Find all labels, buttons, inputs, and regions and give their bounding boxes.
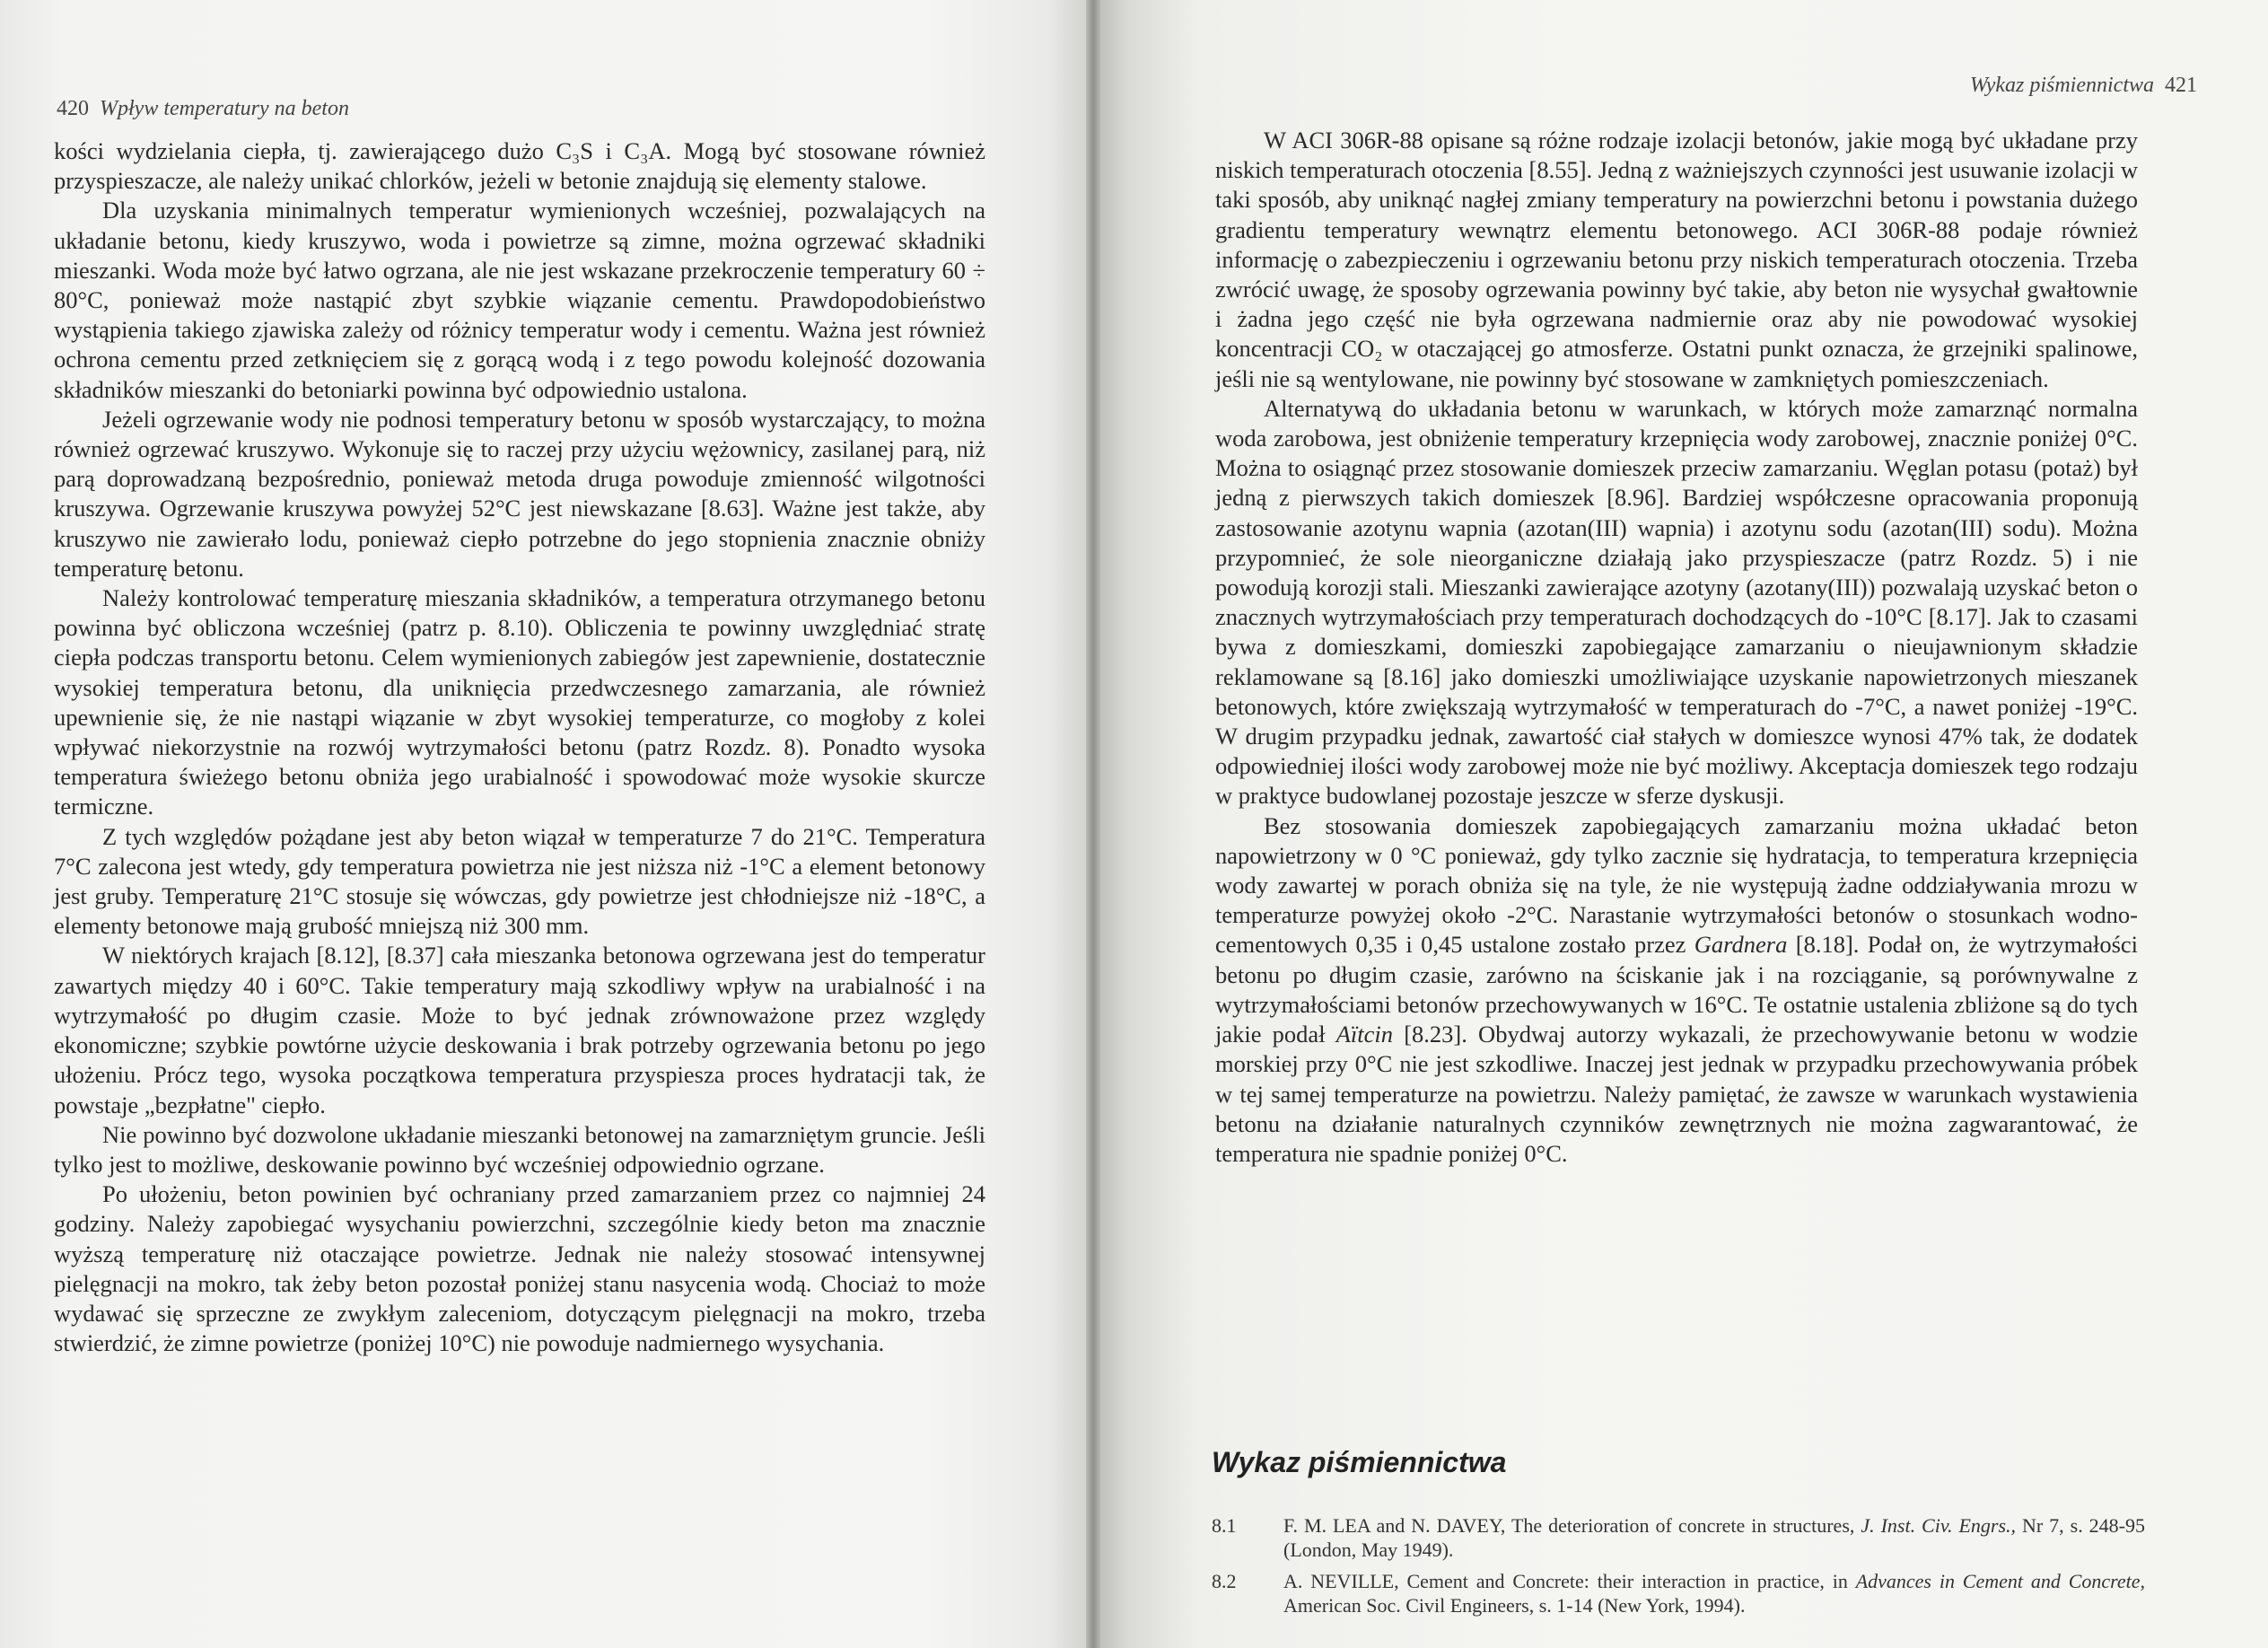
reference-details: American Soc. Civil Engineers, s. 1-14 (New York, 1994).: [1283, 1594, 1746, 1617]
right-running-title: Wykaz piśmiennictwa: [1969, 74, 2154, 97]
reference-text: [1283, 1569, 2145, 1617]
paragraph-start: Bez stosowania domieszek zapobiegających zamarzaniu można układać beton napowietrzony w 0 °C ponieważ, gdy tylko zacznie się hydratacja, to temperatura krzepnięcia wody zawartej w porach obniża się na tyle, że nie występują żadne oddziaływania mrozu w temperaturze powyżej około -2°C. Narastanie wytrzymałości betonów o stosunkach wodno-cementowych 0,35 i 0,45 ustalone zostało przez: [1215, 811, 2138, 959]
paragraph: W ACI 306R-88 opisane są różne rodzaje izolacji betonów, jakie mogą być układane przy niskich temperaturach otoczenia [8.55]. Jedną z ważniejszych czynności jest usuwanie izolacji w taki sposób, aby uniknąć nagłej zmiany temperatury na powierzchni betonu i powstania dużego gradientu temperatury wewnątrz elementu betonowego. ACI 306R-88 podaje również informację o zabezpieczeniu i ogrzewaniu betonu przy niskich temperaturach otoczenia. Trzeba zwrócić uwagę, że sposoby ogrzewania powinny być takie, aby beton nie wysychał gwałtownie i żadna jego część nie była ogrzewana nadmiernie oraz aby nie powodować wysokiej koncentracji CO₂ w otaczającej go atmosferze. Ostatni punkt oznacza, że grzejniki spalinowe, jeśli nie są wentylowane, nie powinny być stosowane w zamkniętych pomieszczeniach.: [1215, 127, 2138, 392]
reference-list: [1212, 1513, 2145, 1625]
paragraph: kości wydzielania ciepła, tj. zawierającego dużo C₃S i C₃A. Mogą być stosowane również przyspieszacze, ale należy unikać chlorków, jeżeli w betonie znajdują się elementy stalowe.: [54, 137, 985, 195]
left-page: [0, 0, 1090, 1648]
paragraph: Z tych względów pożądane jest aby beton wiązał w temperaturze 7 do 21°C. Temperatura 7°C zalecona jest wtedy, gdy temperatura powietrza nie jest niższa niż -1°C a element betonowy jest gruby. Temperaturę 21°C stosuje się wówczas, gdy powietrze jest chłodniejsze niż -18°C, a elementy betonowe mają grubość mniejszą niż 300 mm.: [54, 822, 985, 940]
reference-journal: Advances in Cement and Concrete,: [1855, 1570, 2146, 1592]
reference-item: [1212, 1569, 2145, 1617]
right-running-head: [1970, 74, 2197, 98]
right-page-number: 421: [2165, 74, 2197, 97]
reference-details: Nr 7, s. 248-95 (London, May 1949).: [1283, 1514, 2145, 1561]
reference-number: 8.1: [1212, 1514, 1237, 1537]
paragraph: W niektórych krajach [8.12], [8.37] cała mieszanka betonowa ogrzewana jest do temperatur zawartych między 40 i 60°C. Takie temperatury mają szkodliwy wpływ na urabialność i na wytrzymałość po długim czasie. Może to być jednak zrównoważone przez względy ekonomiczne; szybkie powtórne użycie deskowania i brak potrzeby ogrzewania betonu po jego ułożeniu. Prócz tego, wysoka początkowa temperatura przyspiesza proces hydratacji tak, że powstaje „bezpłatne" ciepło.: [54, 942, 985, 1118]
paragraph: [1215, 811, 2138, 1169]
reference-text: [1283, 1513, 2145, 1562]
right-body-text: [1215, 126, 2138, 1169]
book-gutter: [1086, 0, 1100, 1648]
author-name: Gardnera: [1694, 931, 1788, 959]
paragraph-end: [8.23]. Obydwaj autorzy wykazali, że przechowywanie betonu w wodzie morskiej przy 0°C nie jest szkodliwe. Inaczej jest jednak w przypadku przechowywania próbek w tej samej temperaturze na powietrzu. Należy pamiętać, że zawsze w warunkach wystawienia betonu na działanie naturalnych czynników zewnętrznych nie można zagwarantować, że temperatura nie spadnie poniżej 0°C.: [1215, 1021, 2139, 1167]
paragraph: Dla uzyskania minimalnych temperatur wymienionych wcześniej, pozwalających na układanie betonu, kiedy kruszywo, woda i powietrze są zimne, można ogrzewać składniki mieszanki. Woda może być łatwo ogrzana, ale nie jest wskazane przekroczenie temperatury 60 ÷ 80°C, ponieważ może nastąpić zbyt szybkie wiązanie cementu. Prawdopodobieństwo wystąpienia takiego zjawiska zależy od różnicy temperatur wody i cementu. Ważna jest również ochrona cementu przed zetknięciem się z gorącą wodą i z tego powodu kolejność dozowania składników mieszanki do betoniarki powinna być odpowiednio ustalona.: [54, 197, 985, 403]
reference-title: Cement and Concrete: their interaction in practice, in: [1406, 1570, 1848, 1592]
left-body-text: [54, 136, 985, 1358]
left-running-head: [57, 97, 349, 121]
reference-title: The deterioration of concrete in structures,: [1511, 1514, 1855, 1537]
reference-authors: A. NEVILLE,: [1283, 1570, 1399, 1592]
paragraph: Alternatywą do układania betonu w warunkach, w których może zamarznąć normalna woda zarobowa, jest obniżenie temperatury krzepnięcia wody zarobowej, znacznie poniżej 0°C. Można to osiągnąć przez stosowanie domieszek przeciw zamarzaniu. Węglan potasu (potaż) był jedną z pierwszych takich domieszek [8.96]. Bardziej współczesne opracowania proponują zastosowanie azotynu wapnia (azotan(III) wapnia) i azotynu sodu (azotan(III) sodu). Można przypomnieć, że sole nieorganiczne działają jako przyspieszacze (patrz Rozdz. 5) i nie powodują korozji stali. Mieszanki zawierające azotyny (azotany(III)) pozwalają uzyskać beton o znacznych wytrzymałościach przy temperaturach dochodzących do -10°C [8.17]. Jak to czasami bywa z domieszkami, domieszki zapobiegające zamarzaniu o nieujawnionym składzie reklamowane są [8.16] jako domieszki umożliwiające uzyskanie napowietrzonych mieszanek betonowych, które zwiększają wytrzymałość w temperaturach do -7°C, a nawet poniżej -19°C. W drugim przypadku jednak, zawartość ciał stałych w domieszce wynosi 47% tak, że dodatek odpowiedniej ilości wody zarobowej może nie być możliwy. Akceptacja domieszek tego rodzaju w praktyce budowlanej pozostaje jeszcze w sferze dyskusji.: [1215, 394, 2138, 810]
author-name: Aïtcin: [1335, 1021, 1394, 1048]
section-heading: Wykaz piśmiennictwa: [1212, 1446, 1507, 1478]
paragraph-middle: [8.18]. Podał on, że wytrzymałości betonu po długim czasie, zarówno na ściskanie jak i na rozciąganie, są porównywalne z wytrzymałościami betonów przechowywanych w 16°C. Te ostatnie ustalenia zbliżone są do tych jakie podał: [1215, 931, 2139, 1048]
reference-authors: F. M. LEA and N. DAVEY,: [1283, 1514, 1506, 1537]
reference-number: 8.2: [1212, 1570, 1237, 1592]
reference-journal: J. Inst. Civ. Engrs.,: [1861, 1514, 2017, 1537]
paragraph: Nie powinno być dozwolone układanie mieszanki betonowej na zamarzniętym gruncie. Jeśli tylko jest to możliwe, deskowanie powinno być wcześniej odpowiednio ogrzane.: [54, 1120, 985, 1178]
paragraph: Jeżeli ogrzewanie wody nie podnosi temperatury betonu w sposób wystarczający, to można również ogrzewać kruszywo. Wykonuje się to raczej przy użyciu wężownicy, zasilanej parą, niż parą doprowadzaną bezpośrednio, ponieważ metoda druga powoduje zmienność wilgotności kruszywa. Ogrzewanie kruszywa powyżej 52°C jest niewskazane [8.63]. Ważne jest także, aby kruszywo nie zawierało lodu, ponieważ ciepło potrzebne do jego stopnienia znacznie obniży temperaturę betonu.: [54, 405, 985, 582]
left-running-title: Wpływ temperatury na beton: [100, 97, 349, 120]
reference-item: [1212, 1513, 2145, 1562]
left-page-number: 420: [57, 97, 89, 120]
paragraph: Po ułożeniu, beton powinien być ochraniany przed zamarzaniem przez co najmniej 24 godziny. Należy zapobiegać wysychaniu powierzchni, szczególnie kiedy beton ma znacznie wyższą temperaturę niż otaczające powietrze. Jednak nie należy stosować intensywnej pielęgnacji na mokro, tak żeby beton pozostał poniżej stanu nasycenia wodą. Chociaż to może wydawać się sprzeczne ze zwykłym zaleceniom, dotyczącym pielęgnacji na mokro, trzeba stwierdzić, że zimne powietrze (poniżej 10°C) nie powoduje nadmiernego wysychania.: [54, 1180, 985, 1357]
paragraph: Należy kontrolować temperaturę mieszania składników, a temperatura otrzymanego betonu powinna być obliczona wcześniej (patrz p. 8.10). Obliczenia te powinny uwzględniać stratę ciepła podczas transportu betonu. Celem wymienionych zabiegów jest zapewnienie, dostatecznie wysokiej temperatura betonu, dla uniknięcia przedwczesnego zamarzania, ale również upewnienie się, że nie nastąpi wiązanie w zbyt wysokiej temperaturze, co mogłoby z kolei wpływać niekorzystnie na rozwój wytrzymałości betonu (patrz Rozdz. 8). Ponadto wysoka temperatura świeżego betonu obniża jego urabialność i spowodować może wysokie skurcze termiczne.: [54, 584, 985, 820]
